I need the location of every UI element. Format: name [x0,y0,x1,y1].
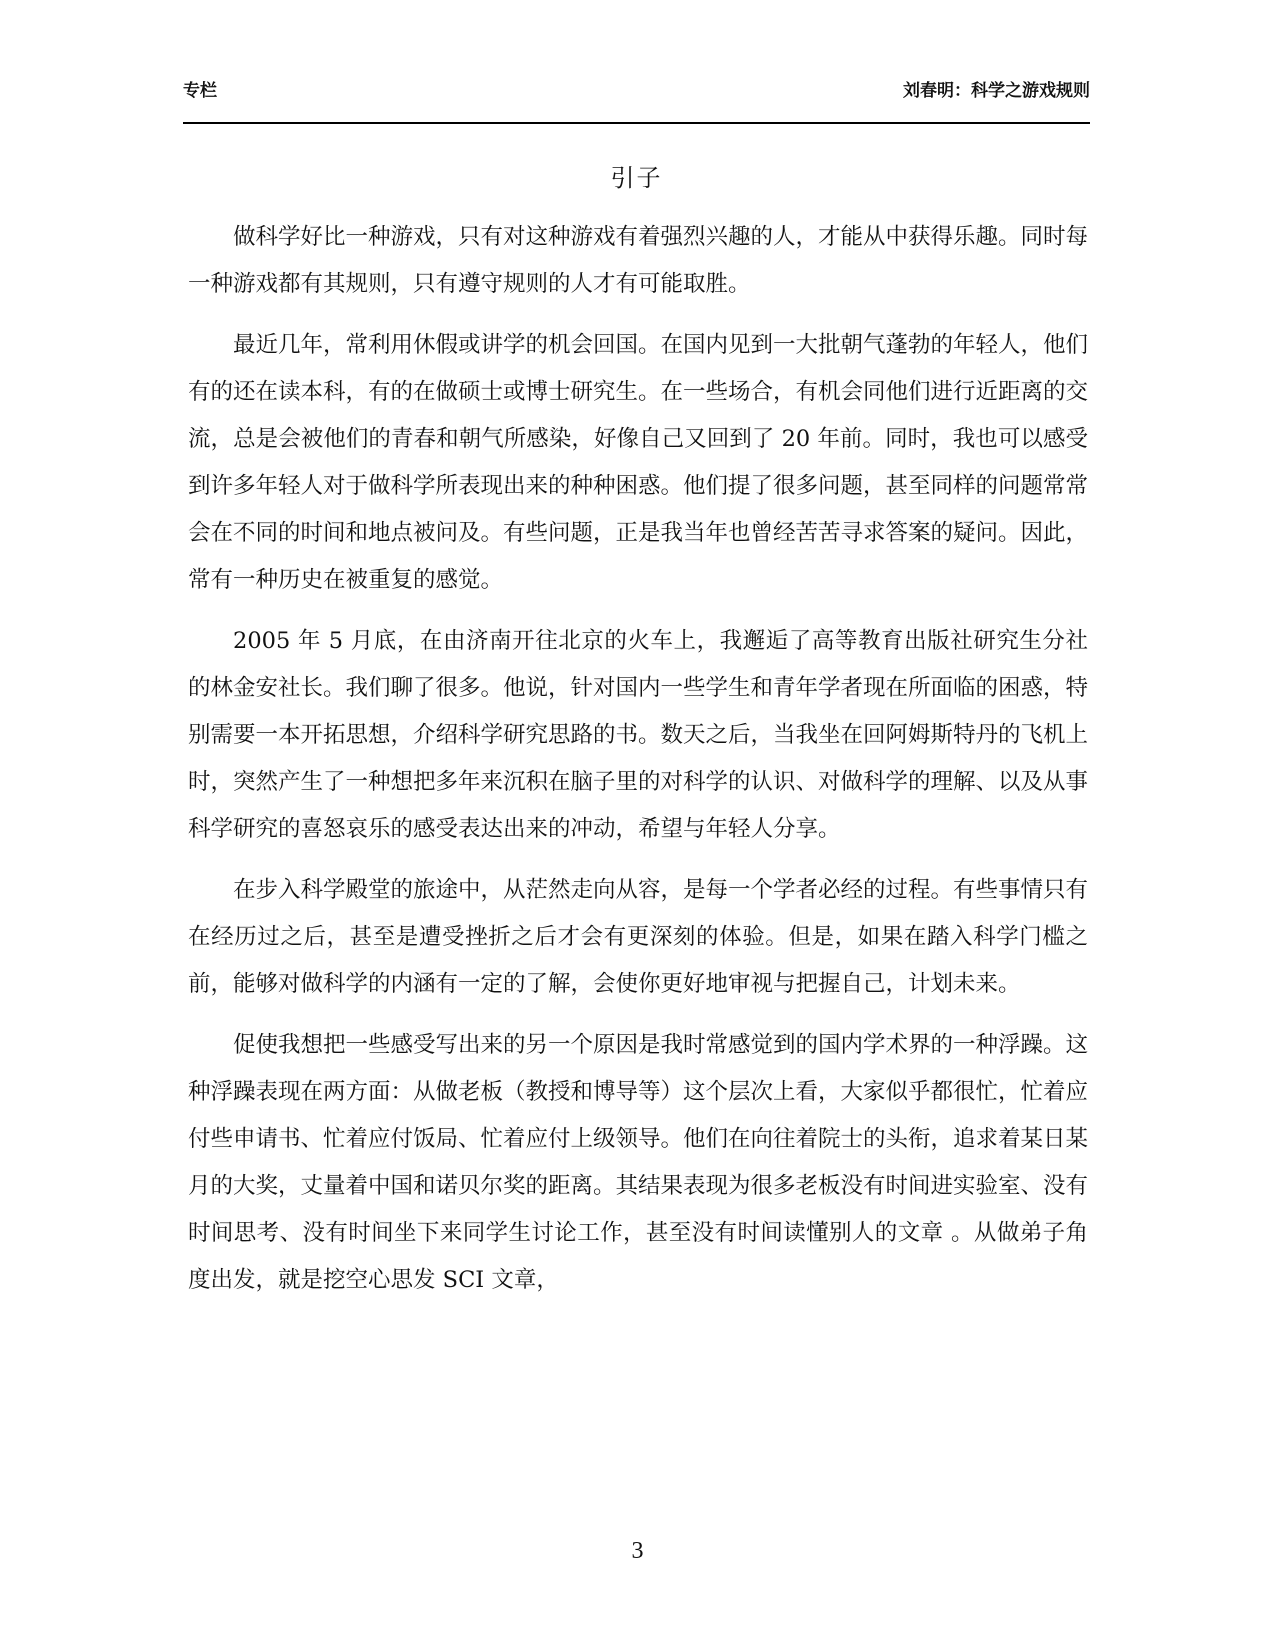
running-header [183,72,1090,102]
paragraph-1: 做科学好比一种游戏，只有对这种游戏有着强烈兴趣的人，才能从中获得乐趣。同时每一种游戏都有其规则，只有遵守规则的人才有可能取胜。 [188,224,1089,297]
article-body [188,214,1088,1318]
section-title: 引子 [610,164,663,192]
header-column-label: 专栏 [183,81,217,101]
paragraph-2: 最近几年，常利用休假或讲学的机会回国。在国内见到一大批朝气蓬勃的年轻人，他们有的还在读本科，有的在做硕士或博士研究生。在一些场合，有机会同他们进行近距离的交流，总是会被他们的青春和朝气所感染，好像自己又回到了 20 年前。同时，我也可以感受到许多年轻人对于做科学所表现出来的种种困惑。他们提了很多问题，甚至同样的问题常常会在不同的时间和地点被问及。有些问题，正是我当年也曾经苦苦寻求答案的疑问。因此，常有一种历史在被重复的感觉。 [188,332,1089,593]
page-number: 3 [631,1538,644,1564]
paragraph-4: 在步入科学殿堂的旅途中，从茫然走向从容，是每一个学者必经的过程。有些事情只有在经历过之后，甚至是遭受挫折之后才会有更深刻的体验。但是，如果在踏入科学门槛之前，能够对做科学的内涵有一定的了解，会使你更好地审视与把握自己，计划未来。 [188,877,1089,997]
header-article-title: 刘春明：科学之游戏规则 [903,81,1090,101]
paragraph-3: 2005 年 5 月底，在由济南开往北京的火车上，我邂逅了高等教育出版社研究生分社的林金安社长。我们聊了很多。他说，针对国内一些学生和青年学者现在所面临的困惑，特别需要一本开拓思想，介绍科学研究思路的书。数天之后，当我坐在回阿姆斯特丹的飞机上时，突然产生了一种想把多年来沉积在脑子里的对科学的认识、对做科学的理解、以及从事科学研究的喜怒哀乐的感受表达出来的冲动，希望与年轻人分享。 [188,628,1089,842]
header-divider [183,122,1090,124]
paragraph-5: 促使我想把一些感受写出来的另一个原因是我时常感觉到的国内学术界的一种浮躁。这种浮躁表现在两方面：从做老板（教授和博导等）这个层次上看，大家似乎都很忙，忙着应付些申请书、忙着应付饭局、忙着应付上级领导。他们在向往着院士的头衔，追求着某日某月的大奖，丈量着中国和诺贝尔奖的距离。其结果表现为很多老板没有时间进实验室、没有时间思考、没有时间坐下来同学生讨论工作，甚至没有时间读懂别人的文章 。从做弟子角度出发，就是挖空心思发 SCI 文章， [188,1032,1089,1293]
